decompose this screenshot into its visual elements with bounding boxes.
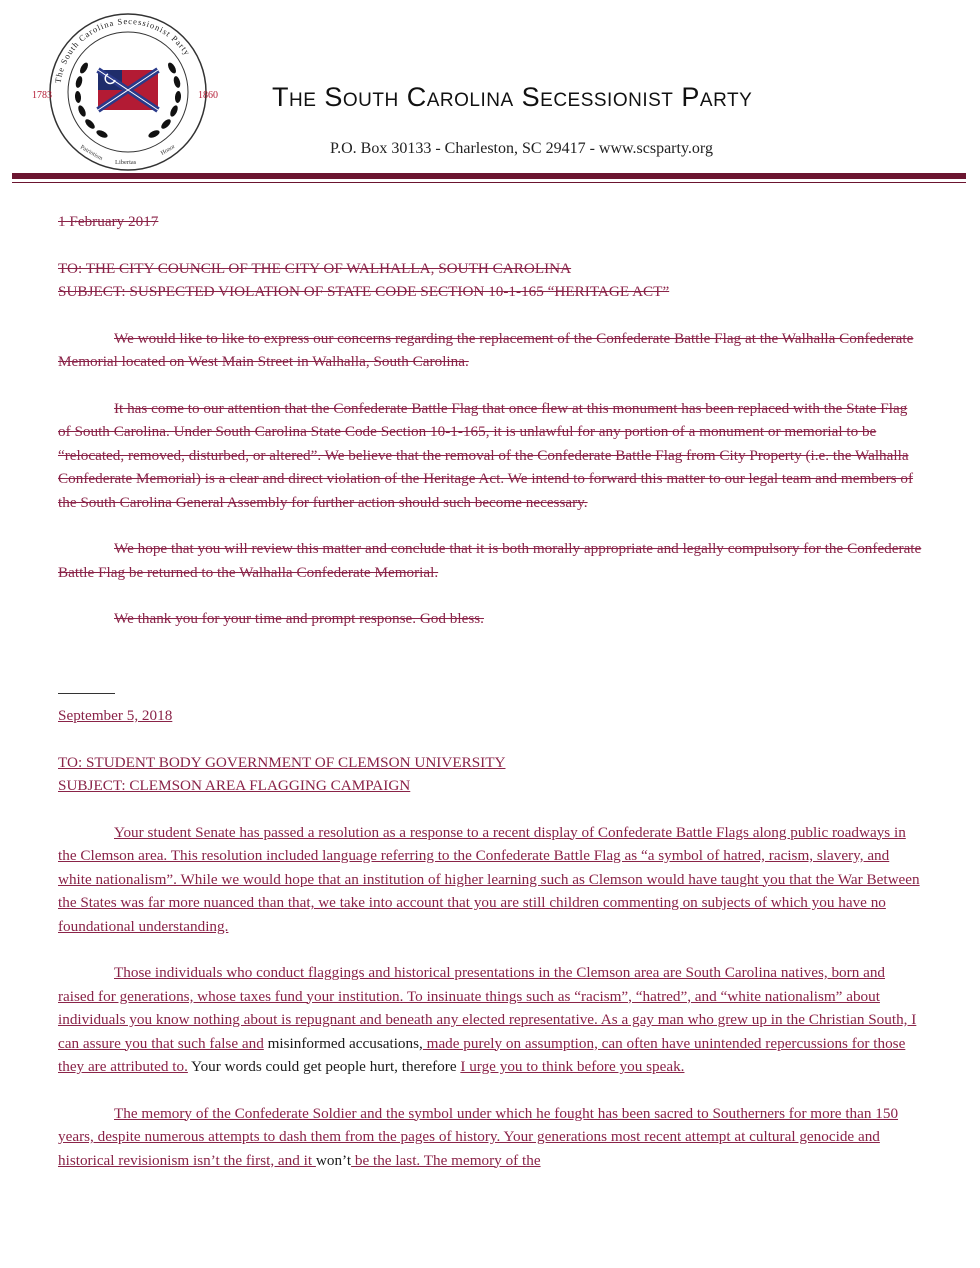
party-address: P.O. Box 30133 - Charleston, SC 29417 - www.scsparty.org <box>330 140 713 157</box>
letter2-p2-underlined-e: I urge you to think before you speak. <box>460 1058 685 1075</box>
letter1-date: 1 February 2017 <box>58 213 159 230</box>
letter-2017 <box>58 210 922 631</box>
party-name-heading: The South Carolina Secessionist Party <box>272 82 753 112</box>
seal-year-right: 1860 <box>198 90 218 101</box>
letter-2018 <box>58 704 922 1172</box>
letter2-p2-plain-b: misinformed accusations, <box>263 1034 423 1052</box>
letter1-to: TO: THE CITY COUNCIL OF THE CITY OF WALHALLA, SOUTH CAROLINA <box>58 259 572 277</box>
letter1-paragraph-4: We thank you for your time and prompt response. God bless. <box>114 610 484 627</box>
letter1-paragraph-2: It has come to our attention that the Confederate Battle Flag that once flew at this monument has been replaced with the State Flag of South Carolina. Under South Carolina State Code Section 10-1-165, it is unlawful for any portion of a monument or memorial to be “relocated, removed, disturbed, or altered”. We believe that the removal of the Confederate Battle Flag from City Property (i.e. the Walhalla Confederate Memorial) is a clear and direct violation of the Heritage Act. We intend to forward this matter to our legal team and members of the South Carolina General Assembly for further action should such become necessary. <box>58 399 914 511</box>
letter2-p2-plain-d: Your words could get people hurt, therefore <box>187 1058 461 1075</box>
seal-year-left: 1783 <box>32 90 52 101</box>
party-seal-logo <box>22 8 234 176</box>
letter2-to: TO: STUDENT BODY GOVERNMENT OF CLEMSON UNIVERSITY <box>58 753 506 771</box>
letter2-p2-underlined-c: made purely on assumption, can often have unintended repercussions for those they are attributed to. <box>58 1034 906 1075</box>
header-rule <box>12 173 966 179</box>
letter2-paragraph-1: Your student Senate has passed a resolution as a response to a recent display of Confederate Battle Flags along public roadways in the Clemson area. This resolution included language referring to the Confederate Battle Flag as “a symbol of hatred, racism, slavery, and white nationalism”. While we would hope that an institution of higher learning such as Clemson would have taught you that the War Between the States was far more nuanced than that, we take into account that you are still children commenting on subjects of which you have no foundational understanding. <box>58 823 920 935</box>
letter1-paragraph-3: We hope that you will review this matter and conclude that it is both morally appropriate and legally compulsory for the Confederate Battle Flag be returned to the Walhalla Confederate Memorial. <box>58 540 922 581</box>
letter2-p3-underlined-c: be the last. The memory of the <box>351 1151 541 1169</box>
letter1-subject: SUBJECT: SUSPECTED VIOLATION OF STATE CODE SECTION 10-1-165 “HERITAGE ACT” <box>58 283 670 300</box>
seal-ring-text: The South Carolina Secessionist Party <box>52 15 193 84</box>
letter1-paragraph-1: We would like to like to express our concerns regarding the replacement of the Confederate Battle Flag at the Walhalla Confederate Memorial located on West Main Street in Walhalla, South Carolina. <box>58 329 914 370</box>
letter-divider <box>58 693 115 694</box>
seal-bottom-center: Libertas <box>115 159 137 166</box>
letter2-p3-underlined-a: The memory of the Confederate Soldier and the symbol under which he fought has been sacred to Southerners for more than 150 years, despite numerous attempts to dash them from the pages of history. Your generations most recent attempt at cultural genocide and historical revisionism isn’t the first, and it <box>58 1104 899 1169</box>
letter2-paragraph-3 <box>58 1102 922 1173</box>
letter2-date: September 5, 2018 <box>58 707 173 724</box>
letter2-p3-plain-b: won’t <box>315 1151 352 1169</box>
flag-icon <box>98 70 158 110</box>
seal-bottom-right: Honor <box>160 143 177 157</box>
header-rule-thin <box>12 182 966 183</box>
seal-bottom-left: Patriotism <box>79 144 104 163</box>
letter2-paragraph-2 <box>58 961 922 1079</box>
letter2-p2-underlined-a: Those individuals who conduct flaggings and historical presentations in the Clemson area are South Carolina natives, born and raised for generations, whose taxes fund your institution. To insinuate things such as “racism”, “hatred”, and “white nationalism” about individuals you know nothing about is repugnant and beneath any elected representative. As a gay man who grew up in the Christian South, I can assure you that such false and <box>58 964 917 1052</box>
letter2-subject: SUBJECT: CLEMSON AREA FLAGGING CAMPAIGN <box>58 777 411 794</box>
